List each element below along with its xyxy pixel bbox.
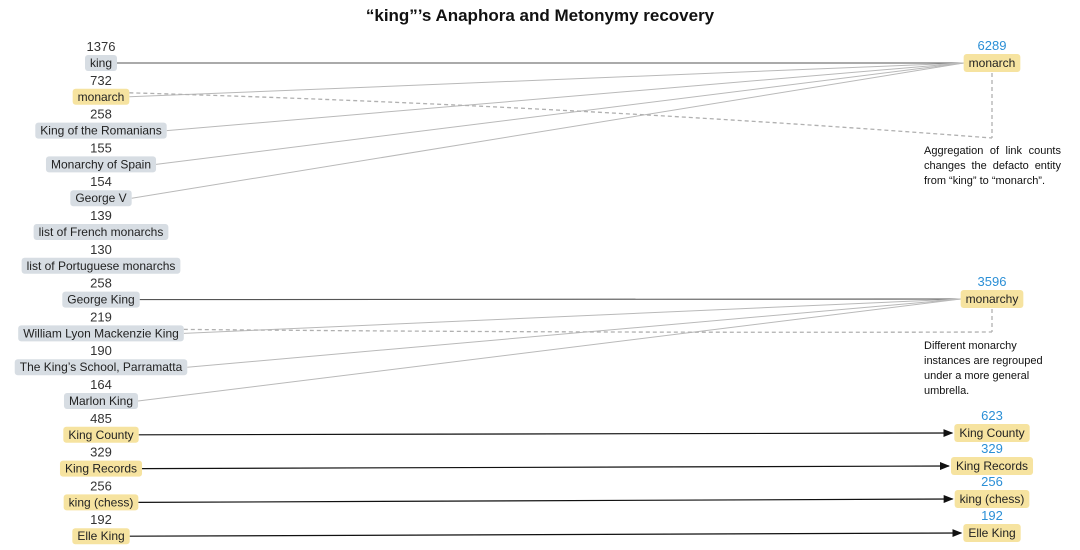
- source-node-label: list of French monarchs: [38, 225, 164, 239]
- target-node-label: King Records: [955, 459, 1029, 473]
- target-count: 623: [981, 408, 1003, 423]
- link-faint: [129, 63, 963, 97]
- links-layer: [117, 63, 964, 536]
- source-node-king-county: [63, 411, 138, 443]
- source-count: 139: [90, 208, 112, 223]
- target-node-king-chess: [955, 474, 1030, 508]
- target-count: 192: [981, 508, 1003, 523]
- source-count: 219: [90, 309, 112, 325]
- annotation-aggregation: Aggregation of link counts changes the defacto entity from “king” to “monarch”.: [924, 145, 1061, 187]
- source-node-list-of-portuguese-monarchs: [22, 242, 181, 274]
- link-faint: [132, 63, 964, 198]
- target-count: 3596: [977, 274, 1007, 289]
- source-node-monarchy-of-spain: [46, 140, 156, 172]
- source-node-label: Marlon King: [68, 394, 134, 408]
- source-node-monarch: [73, 73, 130, 105]
- source-count: 485: [90, 410, 112, 426]
- source-node-king-records: [60, 445, 142, 477]
- source-node-label: King County: [68, 427, 134, 442]
- source-node-label: George V: [75, 191, 127, 206]
- source-node-label: monarch: [77, 89, 125, 104]
- source-node-king-of-the-romanians: [35, 107, 166, 139]
- source-count: 256: [90, 478, 112, 494]
- link-arrow: [138, 499, 952, 502]
- link-faint: [167, 63, 964, 131]
- link-faint: [156, 63, 964, 164]
- source-node-king-chess: [64, 478, 139, 510]
- source-node-label: list of Portuguese monarchs: [26, 258, 176, 273]
- source-node-the-king-s-school-parramatta: [15, 343, 188, 375]
- source-node-label: The King’s School, Parramatta: [19, 360, 183, 375]
- annotation-connectors: [129, 73, 992, 332]
- source-count: 190: [90, 343, 112, 359]
- source-count: 192: [90, 512, 112, 528]
- target-count: 256: [981, 474, 1003, 489]
- link-arrow: [130, 533, 962, 536]
- target-node-monarch: [964, 38, 1021, 72]
- target-node-label: king (chess): [959, 492, 1025, 506]
- target-node-label: monarchy: [965, 292, 1019, 306]
- source-node-label: Monarchy of Spain: [50, 157, 152, 172]
- source-node-label: William Lyon Mackenzie King: [23, 326, 179, 341]
- target-count: 329: [981, 441, 1003, 456]
- link-strong: [140, 299, 961, 300]
- source-count: 329: [90, 444, 112, 460]
- diagram-title: “king”’s Anaphora and Metonymy recovery: [365, 6, 715, 25]
- annotation-curve: [129, 93, 992, 138]
- link-faint: [138, 299, 961, 401]
- source-node-label: Elle King: [77, 529, 125, 544]
- source-count: 732: [90, 72, 112, 88]
- target-node-label: King County: [959, 426, 1025, 440]
- target-node-king-records: [951, 441, 1033, 475]
- source-node-label: king (chess): [68, 495, 134, 510]
- source-count: 164: [90, 377, 112, 392]
- source-node-label: King of the Romanians: [40, 123, 162, 138]
- target-nodes: [951, 38, 1033, 542]
- source-node-marlon-king: [64, 377, 138, 409]
- target-node-elle-king: [963, 508, 1020, 542]
- source-node-elle-king: [72, 512, 129, 544]
- source-node-king: [85, 39, 117, 71]
- link-arrow: [142, 466, 949, 469]
- source-count: 258: [90, 275, 112, 291]
- annotation-regrouping: Different monarchy instances are regrouped under a more general umbrella.: [924, 340, 1043, 397]
- source-node-label: King Records: [64, 461, 138, 476]
- target-node-label: monarch: [968, 56, 1016, 70]
- source-node-william-lyon-mackenzie-king: [18, 309, 184, 341]
- source-node-label: king: [89, 56, 113, 70]
- link-faint: [187, 299, 960, 367]
- source-count: 1376: [86, 39, 116, 54]
- source-count: 130: [90, 241, 112, 257]
- source-count: 155: [90, 140, 112, 156]
- target-node-label: Elle King: [968, 526, 1016, 540]
- target-node-king-county: [954, 408, 1029, 442]
- source-node-george-king: [62, 276, 139, 308]
- target-node-monarchy: [961, 274, 1024, 308]
- source-node-list-of-french-monarchs: [34, 208, 169, 240]
- source-node-label: George King: [67, 292, 135, 307]
- source-node-george-v: [70, 174, 131, 206]
- source-count: 154: [90, 174, 112, 190]
- source-count: 258: [90, 106, 112, 122]
- link-faint: [184, 299, 961, 333]
- target-count: 6289: [977, 38, 1007, 53]
- link-arrow: [139, 433, 953, 435]
